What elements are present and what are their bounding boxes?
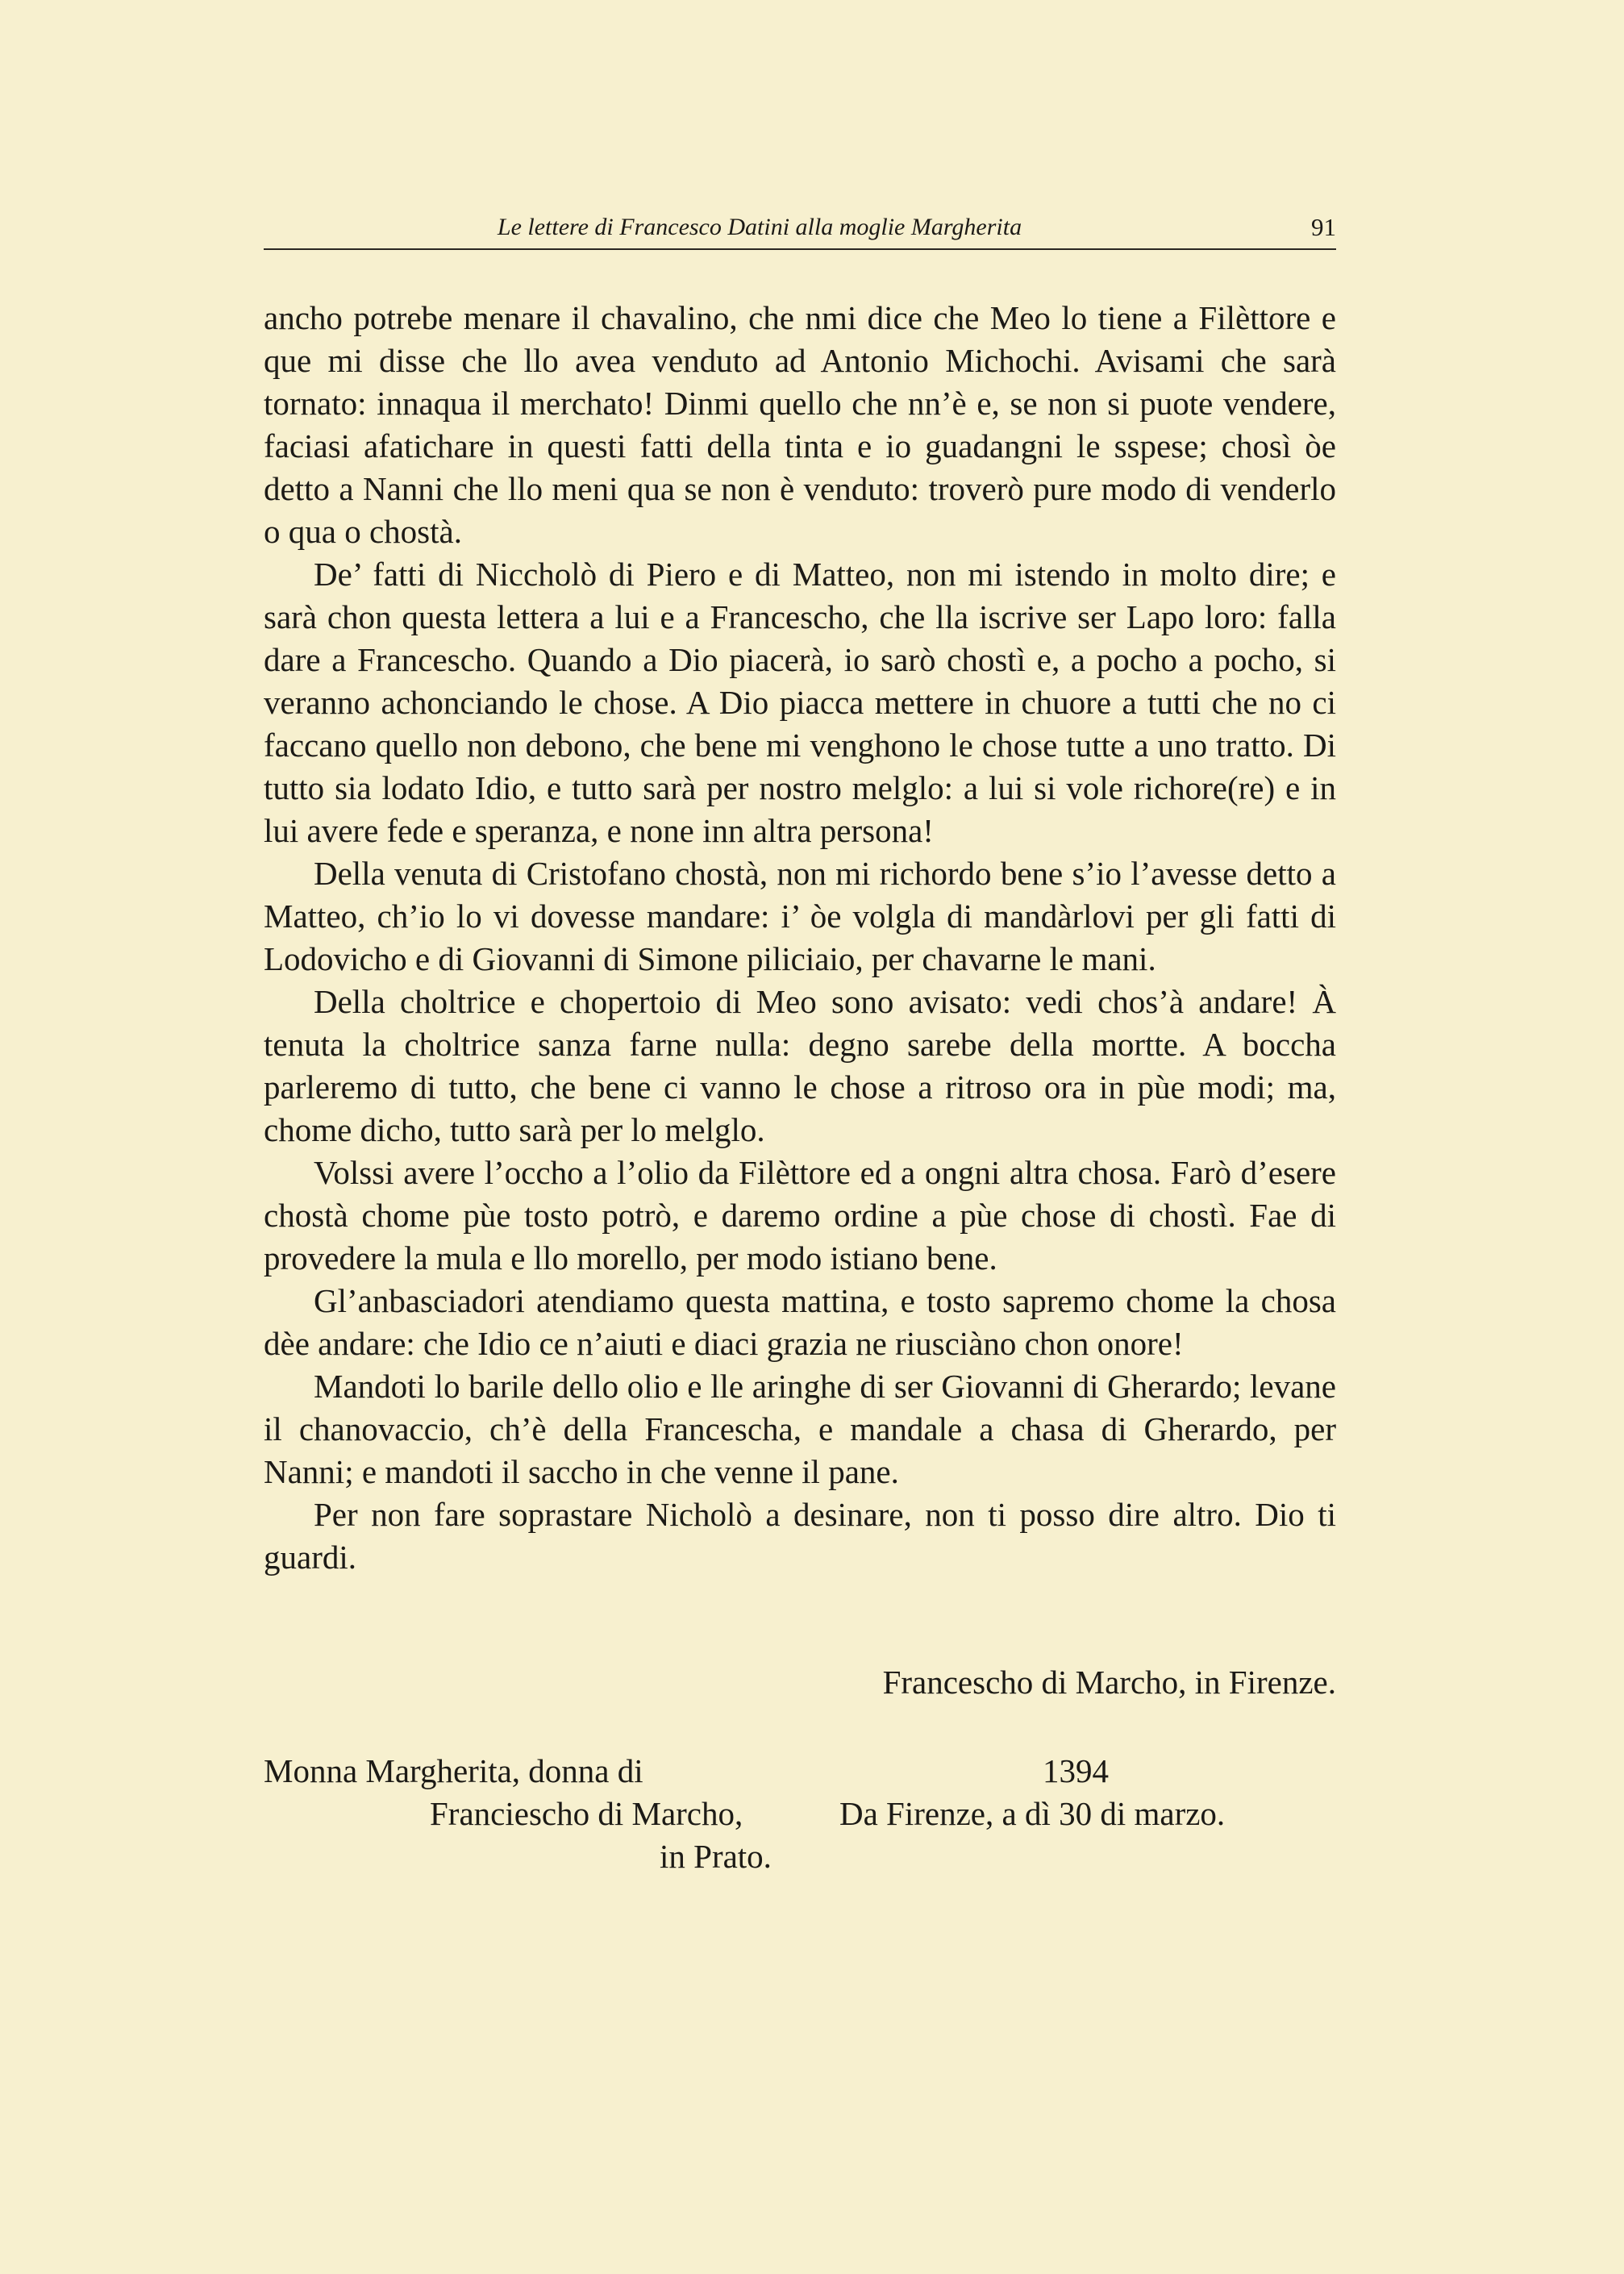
paragraph: Mandoti lo barile dello olio e lle aringhe di ser Giovanni di Gherardo; levane il chanovaccio, ch’è della Francescha, e mandale a chasa di Gherardo, per Nanni; e mandoti il saccho in che venne il pane. <box>264 1368 1336 1490</box>
address-line-3: in Prato. <box>660 1838 772 1875</box>
paragraph: De’ fatti di Niccholò di Piero e di Matteo, non mi istendo in molto dire; e sarà chon questa lettera a lui e a Francescho, che lla iscrive ser Lapo loro: falla dare a Francescho. Quando a Dio piacerà, io sarò chostì e, a pocho a pocho, si veranno achonciando le chose. A Dio piacca mettere in chuore a tutti che no ci faccano quello non debono, che bene mi venghono le chose tutte a uno tratto. Di tutto sia lodato Idio, e tutto sarà per nostro melglo: a lui si vole richore(re) e in lui avere fede e speranza, e none inn altra persona! <box>264 556 1336 849</box>
date-year: 1394 <box>1043 1752 1109 1789</box>
running-title: Le lettere di Francesco Datini alla moglie Margherita <box>497 214 1022 240</box>
address-line-1: Monna Margherita, donna di <box>264 1752 643 1789</box>
paragraph: Della choltrice e chopertoio di Meo sono avisato: vedi chos’à andare! À tenuta la choltrice sanza farne nulla: degno sarebe della mortte. A boccha parleremo di tutto, che bene ci vanno le chose a ritroso ora in pùe modi; ma, chome dicho, tutto sarà per lo melglo. <box>264 983 1336 1148</box>
paragraph: Della venuta di Cristofano chostà, non mi richordo bene s’io l’avesse detto a Matteo, ch’io lo vi dovesse mandare: i’ òe volgla di mandàrlovi per gli fatti di Lodovicho e di Giovanni di Simone piliciaio, per chavarne le mani. <box>264 855 1336 977</box>
paragraph: Per non fare soprastare Nicholò a desinare, non ti posso dire altro. Dio ti guardi. <box>264 1496 1336 1576</box>
page-header <box>264 208 1336 250</box>
page-number: 91 <box>1311 213 1336 241</box>
signature: Francescho di Marcho, in Firenze. <box>882 1664 1336 1701</box>
address-line-2: Franciescho di Marcho, <box>430 1795 743 1832</box>
paragraph: Volssi avere l’occho a l’olio da Filèttore ed a ongni altra chosa. Farò d’esere chostà chome pùe tosto potrò, e daremo ordine a pùe chose di chostì. Fae di provedere la mula e llo morello, per modo istiano bene. <box>264 1154 1336 1277</box>
letter-body <box>264 297 1336 1579</box>
paragraph: ancho potrebe menare il chavalino, che nmi dice che Meo lo tiene a Filèttore e que mi disse che llo avea venduto ad Antonio Michochi. Avisami che sarà tornato: innaqua il merchato! Dinmi quello che nn’è e, se non si puote vendere, faciasi afatichare in questi fatti della tinta e io guadangni le sspese; chosì òe detto a Nanni che llo meni qua se non è venduto: troverò pure modo di venderlo o qua o chostà. <box>264 299 1336 550</box>
paragraph: Gl’anbasciadori atendiamo questa mattina, e tosto sapremo chome la chosa dèe andare: che Idio ce n’aiuti e diaci grazia ne riusciàno chon onore! <box>264 1282 1336 1362</box>
date-place: Da Firenze, a dì 30 di marzo. <box>839 1795 1226 1832</box>
